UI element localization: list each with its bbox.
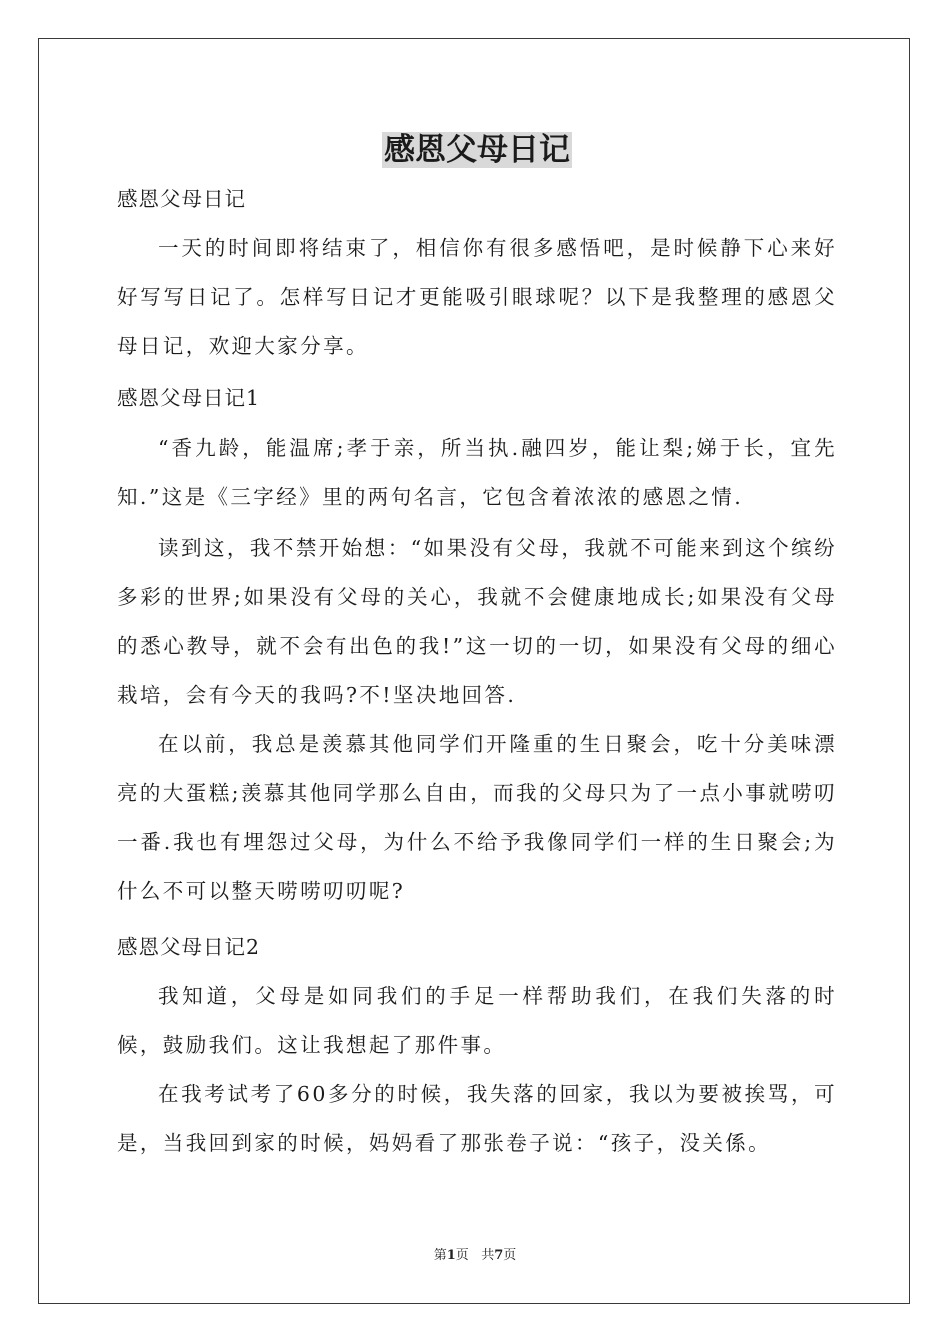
section-1-paragraph-3: 在以前，我总是羡慕其他同学们开隆重的生日聚会，吃十分美味漂亮的大蛋糕;羡慕其他同学那么自由，而我的父母只为了一点小事就唠叨一番.我也有埋怨过父母，为什么不给予我像同学们一样的生日聚会;为什么不可以整天唠唠叨叨呢?: [117, 732, 837, 903]
document-subtitle: 感恩父母日记: [117, 187, 246, 211]
section-2-heading: 感恩父母日记2: [117, 935, 261, 959]
section-1-paragraph-1: “香九龄，能温席;孝于亲，所当执.融四岁，能让梨;娣于长，宜先知.”这是《三字经》里的两句名言，它包含着浓浓的感恩之情.: [117, 436, 837, 509]
intro-paragraph: 一天的时间即将结束了，相信你有很多感悟吧，是时候静下心来好好写写日记了。怎样写日记才更能吸引眼球呢？以下是我整理的感恩父母日记，欢迎大家分享。: [117, 236, 837, 358]
section-2-paragraph-2: 在我考试考了60多分的时候，我失落的回家，我以为要被挨骂，可是，当我回到家的时候，妈妈看了那张卷子说：“孩子，没关係。: [117, 1082, 837, 1155]
page-footer: 第1页 共7页: [433, 1248, 517, 1263]
section-2-paragraph-1: 我知道，父母是如同我们的手足一样帮助我们，在我们失落的时候，鼓励我们。这让我想起了那件事。: [117, 984, 837, 1057]
total-pages: 7: [494, 1248, 504, 1263]
document-title: 感恩父母日记: [384, 132, 570, 168]
section-1-heading: 感恩父母日记1: [117, 386, 261, 410]
section-1-paragraph-2: 读到这，我不禁开始想：“如果没有父母，我就不可能来到这个缤纷多彩的世界;如果没有父母的关心，我就不会健康地成长;如果没有父母的悉心教导，就不会有出色的我!”这一切的一切，如果没有父母的细心栽培，会有今天的我吗?不!坚决地回答.: [117, 536, 837, 707]
page-number: 1: [446, 1248, 456, 1263]
